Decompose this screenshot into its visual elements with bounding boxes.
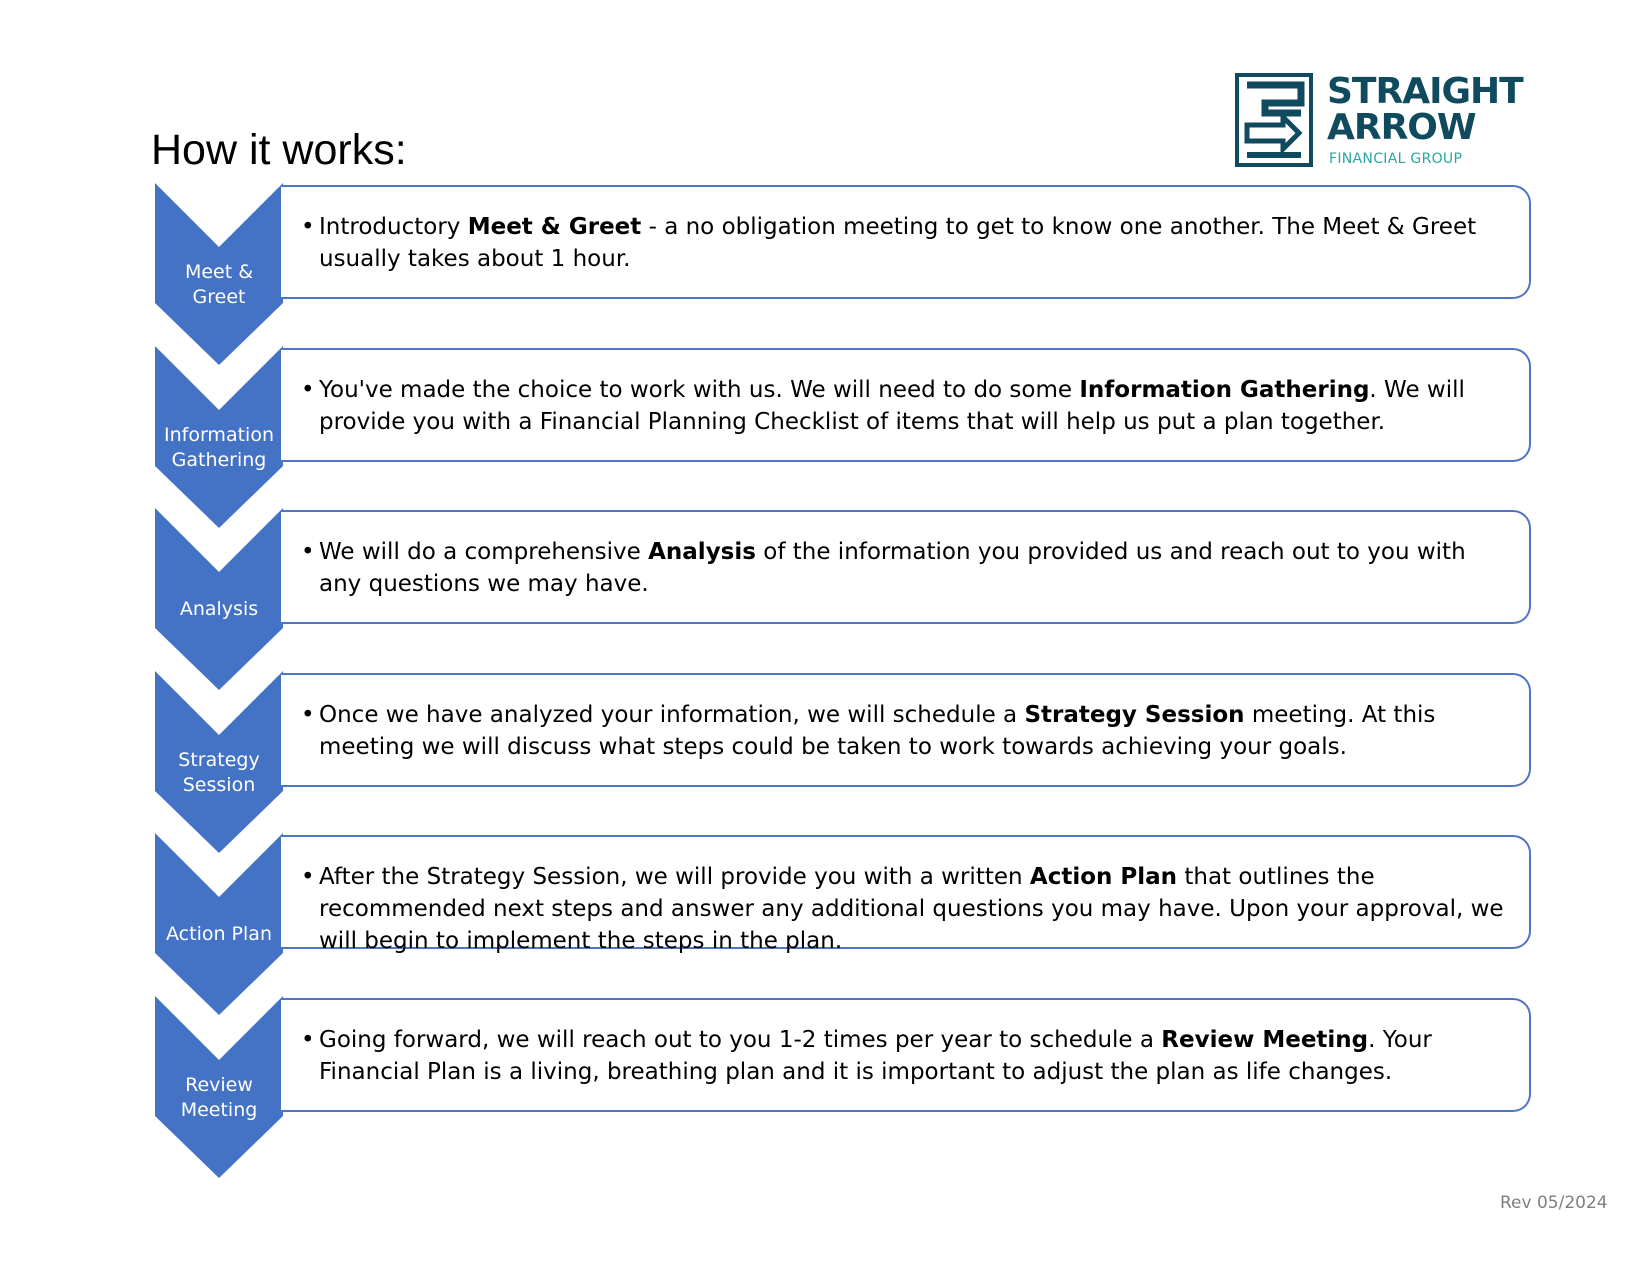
step-label-line: Gathering [171, 448, 267, 471]
company-logo [1235, 71, 1523, 169]
step-text-lead: You've made the choice to work with us. We will need to do some [319, 376, 1080, 403]
step-description-card [281, 348, 1531, 462]
step-text-rest: of the information you provided us and reach out to you with any questions we may have. [319, 539, 1466, 597]
step-label [155, 1073, 283, 1123]
step-description [301, 374, 1505, 438]
step-chevron [155, 996, 283, 1178]
step-chevron [155, 833, 283, 1015]
step-text-rest: . We will provide you with a Financial Planning Checklist of items that will help us put a plan together. [319, 376, 1465, 435]
logo-word-arrow: ARROW [1327, 107, 1476, 148]
step-keyword: Action Plan [1029, 864, 1178, 890]
step-label [155, 423, 283, 473]
step-label-line: Session [182, 773, 256, 796]
straight-arrow-logo-icon [1235, 73, 1313, 167]
step-text-lead: Once we have analyzed your information, we will schedule a [319, 701, 1025, 728]
step-label-line: Analysis [179, 598, 259, 620]
page-title: How it works: [151, 126, 407, 174]
step-chevron [155, 346, 283, 528]
step-description [301, 536, 1505, 600]
revision-note: Rev 05/2024 [1500, 1193, 1608, 1213]
bullet-icon: • [301, 376, 315, 403]
step-label-line: Greet [192, 286, 246, 308]
bullet-icon: • [301, 864, 315, 890]
step-keyword: Analysis [648, 539, 756, 565]
step-label-line: Review [185, 1073, 253, 1096]
step-keyword: Review Meeting [1161, 1026, 1369, 1053]
bullet-icon: • [301, 1026, 315, 1053]
step-label [155, 922, 283, 947]
step-description-card [281, 835, 1531, 954]
step-description-card [281, 185, 1531, 299]
step-text-rest: that outlines the recommended next steps and answer any additional questions you may have. Upon your approval, we will begin to implement the steps in the plan. [319, 864, 1504, 954]
step-label-line: Meeting [180, 1098, 258, 1121]
step-chevron [155, 508, 283, 690]
bullet-icon: • [301, 539, 315, 565]
step-text-lead: Introductory [319, 214, 468, 240]
step-description [301, 1024, 1505, 1088]
bullet-icon: • [301, 214, 315, 240]
logo-subtitle: FINANCIAL GROUP [1329, 151, 1463, 167]
step-label [155, 260, 283, 310]
step-text-rest: meeting. At this meeting we will discuss what steps could be taken to work towards achieving your goals. [319, 701, 1436, 760]
step-description [301, 699, 1505, 763]
step-description [301, 861, 1505, 957]
step-label-line: Strategy [178, 748, 260, 771]
step-chevron [155, 671, 283, 853]
step-description-card [281, 510, 1531, 624]
step-text-rest: . Your Financial Plan is a living, breathing plan and it is important to adjust the plan as life changes. [319, 1026, 1432, 1085]
step-label [155, 748, 283, 798]
step-label [155, 597, 283, 622]
step-label-line: Meet & [184, 261, 254, 283]
step-keyword: Strategy Session [1024, 701, 1245, 728]
step-description-card [281, 998, 1531, 1112]
bullet-icon: • [301, 701, 315, 728]
step-label-line: Information [164, 423, 274, 446]
step-description [301, 211, 1505, 275]
step-text-rest: - a no obligation meeting to get to know one another. The Meet & Greet usually takes about 1 hour. [319, 214, 1477, 272]
step-text-lead: Going forward, we will reach out to you 1-2 times per year to schedule a [319, 1026, 1162, 1053]
logo-word-straight: STRAIGHT [1327, 71, 1523, 112]
step-keyword: Meet & Greet [467, 214, 642, 240]
step-keyword: Information Gathering [1079, 376, 1370, 403]
step-text-lead: After the Strategy Session, we will provide you with a written [319, 864, 1030, 890]
step-chevron [155, 183, 283, 365]
step-description-card [281, 673, 1531, 787]
step-label-line: Action Plan [166, 923, 272, 945]
step-text-lead: We will do a comprehensive [319, 539, 649, 565]
